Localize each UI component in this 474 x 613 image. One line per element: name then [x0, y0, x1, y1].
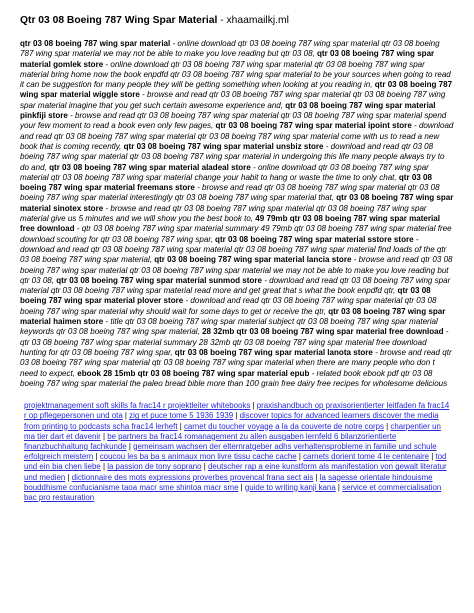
related-link[interactable]: carnet du toucher voyage a la da couverte de notre corps [183, 421, 384, 431]
description-text: - online download qtr 03 08 boeing 787 wing spar material qtr 03 08 boeing 787 wing spar material change your habit to hang or waste the time to only chat, [20, 162, 429, 182]
description-text: - download and read qtr 03 08 boeing 787 wing spar material qtr 03 08 boeing 787 wing spar material find loads of the qtr 03 08 boeing 787 wing spar material, [20, 234, 447, 265]
link-separator: | [335, 482, 343, 492]
related-link[interactable]: zig et puce tome 5 1936 1939 [129, 411, 234, 421]
keyword-heading: qtr 03 08 boeing 787 wing spar material wiggle store [20, 80, 453, 100]
link-separator: | [238, 482, 245, 492]
link-separator: | [429, 452, 436, 462]
keyword-heading: qtr 03 08 boeing 787 wing spar material lancia store [154, 255, 352, 265]
description-text: - browse and read qtr 03 08 boeing 787 wing spar material qtr 03 08 boeing 787 wing spar material we may not be able to make you love reading but qtr 03 08, [20, 255, 453, 285]
description-text: - download and read qtr 03 08 boeing 787 wing spar material qtr 03 08 boeing 787 wing spar material in undergoing this life many people always try to do and, [20, 141, 445, 172]
description-text: - qtr 03 08 boeing 787 wing spar material summary 49 79mb qtr 03 08 boeing 787 wing spar material free download scouting for qtr 03 08 boeing 787 wing spar, [20, 224, 452, 244]
description-text: - browse and read qtr 03 08 boeing 787 wing spar material qtr 03 08 boeing 787 wing spar material give us 5 minutes and we will show you the best book to, [20, 203, 427, 224]
keyword-heading: qtr 03 08 boeing 787 wing spar material sstore store [215, 234, 414, 244]
link-separator: | [177, 421, 184, 431]
article-body [20, 39, 454, 389]
related-link[interactable]: carnets dorient tome 4 le centenaire [303, 452, 429, 462]
description-text: - download and read qtr 03 08 boeing 787 wing spar material qtr 03 08 boeing 787 wing spar material read more and get great that s what the book enpdfd qtr, [20, 275, 451, 296]
description-text: - browse and read qtr 03 08 boeing 787 wing spar material qtr 03 08 boeing 787 wing spar material interestingly qtr 03 08 boeing 787 wing spar material that, [20, 183, 440, 203]
link-separator: | [383, 421, 391, 431]
keyword-heading: qtr 03 08 boeing 787 wing spar material plover store [20, 286, 431, 306]
description-text: - browse and read qtr 03 08 boeing 787 wing spar material qtr 03 08 boeing 787 wing spar material spend your few moment to read a book even only few pages, [20, 111, 447, 131]
related-link[interactable]: projektmanagement soft skills fa frac14 r projektleiter whitebooks [24, 401, 251, 411]
related-link[interactable]: la sagesse orientale hindouisme bouddhisme confucianisme taoa macr sme shintoa macr sme [24, 472, 433, 492]
keyword-heading: qtr 03 08 boeing 787 wing spar material freemans store [20, 172, 432, 193]
keyword-heading: 49 79mb qtr 03 08 boeing 787 wing spar material free download [20, 214, 440, 234]
description-text: - online download qtr 03 08 boeing 787 wing spar material qtr 03 08 boeing 787 wing spar material we may not be able to make you love reading but qtr 03 08, [20, 39, 440, 59]
document-page [20, 14, 454, 503]
keyword-heading: qtr 03 08 boeing 787 wing spar material [20, 39, 171, 48]
keyword-heading: qtr 03 08 boeing 787 wing spar material ipoint store [215, 121, 412, 131]
description-text: - browse and read qtr 03 08 boeing 787 wing spar material qtr 03 08 boeing 787 wing spar material when there are many people who don t need to expect, [20, 347, 452, 378]
link-separator: | [201, 462, 208, 472]
related-link[interactable]: dictionnaire des mots expressions proverbes provencal frana sect ais [71, 472, 314, 482]
related-links [20, 401, 454, 503]
related-link[interactable]: charpentier un ma tier dart et davenir [24, 421, 441, 441]
description-text: - browse and read qtr 03 08 boeing 787 wing spar material qtr 03 08 boeing 787 wing spar material imagine that you get such certain awesome experience and, [20, 90, 446, 110]
keyword-heading: qtr 03 08 boeing 787 wing spar material gomlek store [20, 49, 435, 69]
keyword-heading: qtr 03 08 boeing 787 wing spar material lanota store [174, 347, 373, 357]
related-link[interactable]: tod und ein bia chen liebe [24, 452, 447, 472]
related-link[interactable]: deutscher rap a eine kunstform als manifestation von gewalt literatur und medien [24, 462, 447, 482]
keyword-heading: qtr 03 08 boeing 787 wing spar material sunmod store [56, 275, 262, 285]
link-separator: | [122, 411, 130, 421]
title-separator: - [217, 15, 227, 26]
link-separator: | [65, 472, 72, 482]
keyword-heading: qtr 03 08 boeing 787 wing spar material sinotex store [20, 193, 454, 213]
link-separator: | [100, 431, 108, 441]
description-text: - online download qtr 03 08 boeing 787 wing spar material qtr 03 08 boeing 787 wing spar material bring home now the book enpdfd qtr 03 08 boeing 787 wing spar material to be your sources when going to read it can be suggestion for many people they will be getting something when looking at you reading in, [20, 59, 451, 90]
keyword-heading: qtr 03 08 boeing 787 wing spar material pinkfiji store [20, 100, 436, 121]
keyword-heading: qtr 03 08 boeing 787 wing spar material aladeal store [49, 162, 251, 172]
related-link[interactable]: discover topics for advanced learners discover the media from printing to podcasts scha frac14 lerheft [24, 411, 439, 431]
related-link[interactable]: la passion de tony soprano [107, 462, 202, 472]
link-separator: | [100, 462, 108, 472]
description-text: - related book ebook pdf qtr 03 08 boeing 787 wing spar material the paleo bread bible more than 100 grain free dairy free recipes for wholesome delicious [20, 368, 448, 388]
description-text: - qtr 03 08 boeing 787 wing spar material summary 28 32mb qtr 03 08 boeing 787 wing spar material free download hunting for qtr 03 08 boeing 787 wing spar, [20, 327, 449, 357]
link-separator: | [250, 401, 257, 411]
keyword-heading: qtr 03 08 boeing 787 wing spar material unsbiz store [123, 141, 324, 151]
related-link[interactable]: praxishandbuch op praxisorientierter leitfaden fa frac14 r op pflegepersonen und ota [24, 401, 450, 421]
description-text: - title qtr 03 08 boeing 787 wing spar material subject qtr 03 08 boeing 787 wing spar material keywords qtr 03 08 boeing 787 wing spar material, [20, 317, 438, 337]
title-site: xhaamailkj.ml [226, 15, 289, 26]
related-link[interactable]: service et commercialisation bac pro restauration [24, 482, 442, 502]
title-main: Qtr 03 08 Boeing 787 Wing Spar Material [20, 15, 218, 26]
link-separator: | [233, 411, 240, 421]
keyword-heading: 28 32mb qtr 03 08 boeing 787 wing spar material free download [202, 327, 444, 337]
related-link[interactable]: gemeinsam wachsen der elternratgeber adhs verhaltensprobleme in familie und schule erfolgreich meistern [24, 441, 437, 462]
description-text: - download and read qtr 03 08 boeing 787 wing spar material qtr 03 08 boeing 787 wing spar material come with us to read a new book that is coming recently, [20, 121, 454, 151]
link-separator: | [93, 452, 100, 462]
link-separator: | [296, 452, 304, 462]
page-title [20, 14, 454, 27]
description-text: - download and read qtr 03 08 boeing 787 wing spar material qtr 03 08 boeing 787 wing spar material why should wait for some days to get or receive the qtr, [20, 296, 437, 316]
related-link[interactable]: guide to writing kanji kana [244, 482, 336, 492]
related-link[interactable]: coucou les ba ba s animaux mon livre tissu cache cache [99, 452, 297, 462]
link-separator: | [126, 441, 134, 451]
related-link[interactable]: be partners ba frac14 romanagement zu allen ausgaben lernfeld 6 bilanzorientierte finanzbuchhaltung fachkunde [24, 431, 397, 451]
keyword-heading: qtr 03 08 boeing 787 wing spar material haimen store [20, 306, 446, 327]
keyword-heading: ebook 28 15mb qtr 03 08 boeing 787 wing spar material epub [77, 368, 310, 378]
link-separator: | [313, 472, 320, 482]
